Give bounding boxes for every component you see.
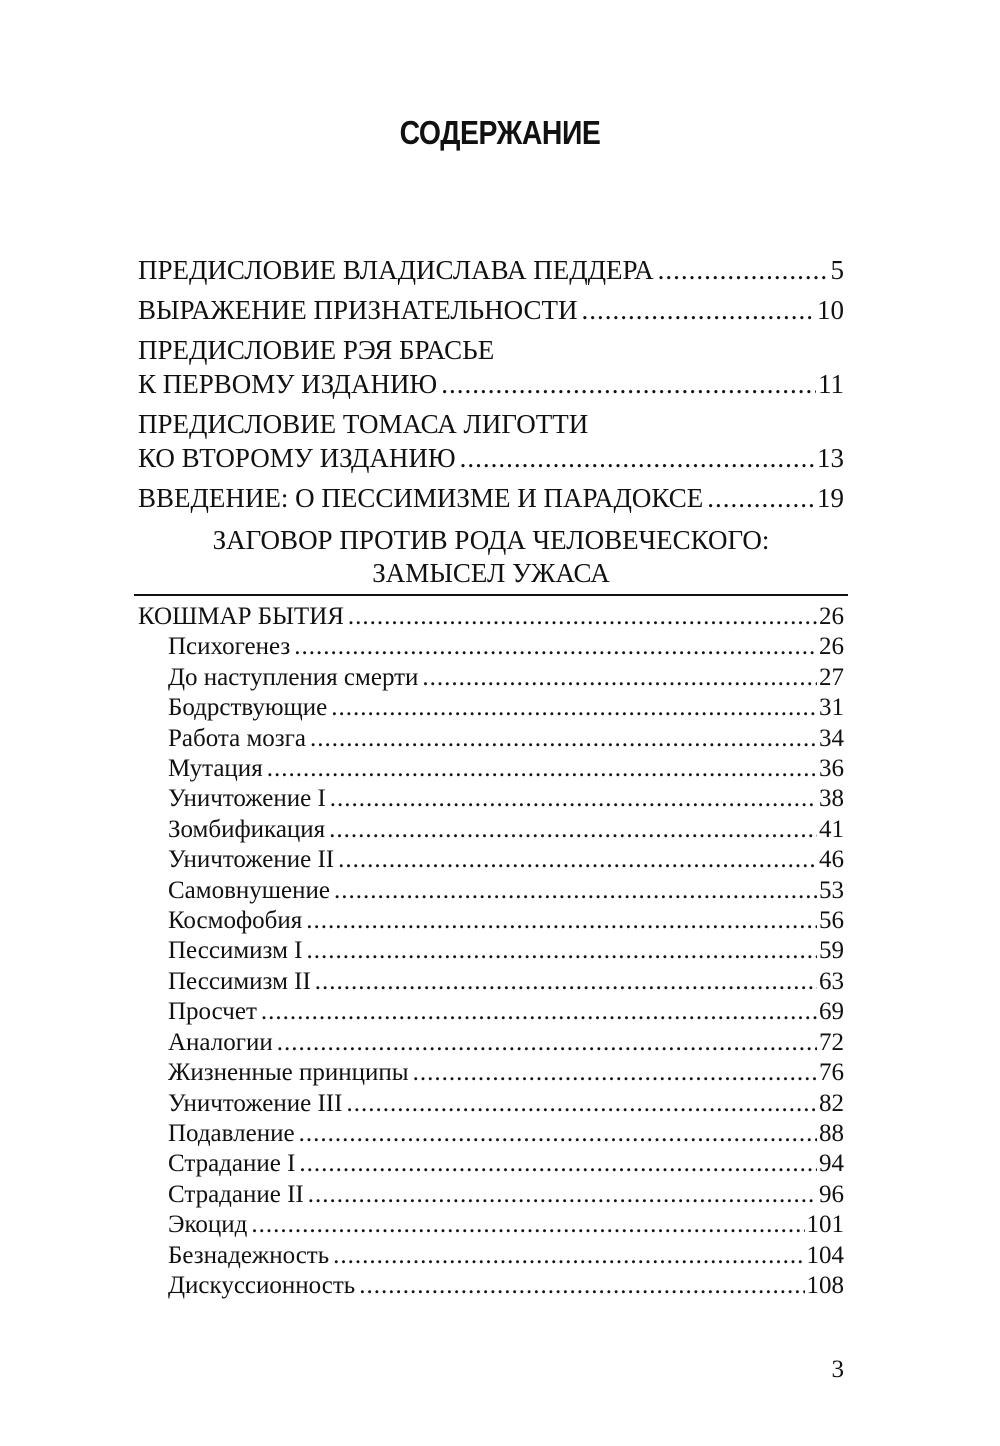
toc-entry-line <box>138 333 844 367</box>
section-page: 36 <box>819 755 844 783</box>
section-page: 76 <box>819 1059 844 1087</box>
dot-leader <box>348 602 817 632</box>
part-heading <box>138 524 844 590</box>
toc-entry[interactable] <box>138 333 844 401</box>
section-entry[interactable] <box>138 1149 844 1179</box>
toc-entry-title: ПРЕДИСЛОВИЕ РЭЯ БРАСЬЕ <box>138 335 495 365</box>
toc-entry-title: ВЫРАЖЕНИЕ ПРИЗНАТЕЛЬНОСТИ <box>138 295 578 325</box>
section-page: 41 <box>819 815 844 843</box>
section-page: 63 <box>819 967 844 995</box>
section-entry[interactable] <box>138 1210 844 1240</box>
section-title: Самовнушение <box>168 876 330 904</box>
chapter-title: КОШМАР БЫТИЯ <box>138 603 344 630</box>
section-page: 88 <box>819 1119 844 1147</box>
section-page: 96 <box>819 1180 844 1208</box>
section-page: 26 <box>819 633 844 661</box>
toc-entry-page: 10 <box>817 295 844 325</box>
toc-entry-title-continued: К ПЕРВОМУ ИЗДАНИЮ <box>138 369 438 399</box>
toc-entry-line <box>138 441 844 475</box>
section-title: Уничтожение III <box>168 1089 343 1117</box>
toc-entry-page: 19 <box>817 483 844 513</box>
dot-leader <box>267 754 817 784</box>
toc-entry[interactable] <box>138 253 844 287</box>
section-entry[interactable] <box>138 754 844 784</box>
section-title: Экоцид <box>168 1211 248 1239</box>
section-entry[interactable] <box>138 967 844 997</box>
dot-leader <box>261 997 817 1027</box>
toc-entry-title: ВВЕДЕНИЕ: О ПЕССИМИЗМЕ И ПАРАДОКСЕ <box>138 483 704 513</box>
toc-entry-page: 13 <box>817 443 844 473</box>
part-divider <box>134 594 848 596</box>
section-entry[interactable] <box>138 845 844 875</box>
section-title: Пессимизм I <box>168 937 303 965</box>
chapter-page: 26 <box>819 603 844 630</box>
section-title: Психогенез <box>168 633 291 661</box>
dot-leader <box>338 845 817 875</box>
section-title: Работа мозга <box>168 724 307 752</box>
dot-leader <box>299 1119 817 1149</box>
toc-entry-page: 5 <box>830 255 844 285</box>
part-heading-line: ЗАМЫСЕЛ УЖАСА <box>372 558 610 588</box>
toc-entry-page: 11 <box>818 369 844 399</box>
toc-entry-line <box>138 253 844 287</box>
dot-leader <box>277 1028 817 1058</box>
dot-leader <box>308 1180 817 1210</box>
section-title: Страдание I <box>168 1150 296 1178</box>
section-title: Зомбификация <box>168 815 326 843</box>
section-title: Страдание II <box>168 1180 304 1208</box>
section-title: Уничтожение II <box>168 846 335 874</box>
section-title: Просчет <box>168 998 257 1026</box>
page-number: 3 <box>831 1356 844 1383</box>
dot-leader <box>422 663 817 693</box>
section-entry[interactable] <box>138 663 844 693</box>
dot-leader <box>306 936 817 966</box>
part-heading-line: ЗАГОВОР ПРОТИВ РОДА ЧЕЛОВЕЧЕСКОГО: <box>212 525 770 555</box>
toc-entry-line <box>138 407 844 441</box>
section-page: 31 <box>819 694 844 722</box>
dot-leader <box>294 632 817 662</box>
dot-leader <box>330 784 817 814</box>
section-page: 46 <box>819 846 844 874</box>
toc-entry-line <box>138 293 844 327</box>
section-title: Пессимизм II <box>168 967 311 995</box>
dot-leader <box>334 876 817 906</box>
dot-leader <box>251 1210 804 1240</box>
section-entry[interactable] <box>138 1241 844 1271</box>
section-title: Подавление <box>168 1119 295 1147</box>
toc-entry-title: ПРЕДИСЛОВИЕ ТОМАСА ЛИГОТТИ <box>138 409 589 439</box>
section-page: 101 <box>806 1211 844 1239</box>
dot-leader <box>346 1089 817 1119</box>
section-page: 69 <box>819 998 844 1026</box>
dot-leader <box>658 253 829 287</box>
dot-leader <box>359 1271 804 1301</box>
dot-leader <box>333 1241 804 1271</box>
section-entry[interactable] <box>138 724 844 754</box>
section-title: Дискуссионность <box>168 1271 356 1299</box>
toc-entry-line <box>138 481 844 515</box>
section-entry[interactable] <box>138 876 844 906</box>
section-page: 59 <box>819 937 844 965</box>
section-page: 82 <box>819 1089 844 1117</box>
chapter-entry[interactable] <box>138 602 844 632</box>
toc-entry-title-continued: КО ВТОРОМУ ИЗДАНИЮ <box>138 443 456 473</box>
dot-leader <box>310 724 817 754</box>
section-title: До наступления смерти <box>168 663 419 691</box>
dot-leader <box>441 367 816 401</box>
section-page: 72 <box>819 1028 844 1056</box>
toc-front-matter <box>138 253 844 521</box>
section-entry[interactable] <box>138 632 844 662</box>
dot-leader <box>299 1149 817 1179</box>
section-entry[interactable] <box>138 1119 844 1149</box>
dot-leader <box>331 693 817 723</box>
section-page: 56 <box>819 907 844 935</box>
section-page: 34 <box>819 724 844 752</box>
section-page: 94 <box>819 1150 844 1178</box>
toc-chapter <box>138 602 844 1301</box>
section-entry[interactable] <box>138 997 844 1027</box>
dot-leader <box>329 815 817 845</box>
section-entry[interactable] <box>138 815 844 845</box>
dot-leader <box>581 293 815 327</box>
section-page: 27 <box>819 663 844 691</box>
dot-leader <box>413 1058 817 1088</box>
toc-entry[interactable] <box>138 481 844 515</box>
section-entry[interactable] <box>138 1180 844 1210</box>
dot-leader <box>707 481 815 515</box>
section-entry[interactable] <box>138 1089 844 1119</box>
toc-entry-title: ПРЕДИСЛОВИЕ ВЛАДИСЛАВА ПЕДДЕРА <box>138 255 654 285</box>
section-entry[interactable] <box>138 1271 844 1301</box>
section-title: Жизненные принципы <box>168 1059 409 1087</box>
section-entry[interactable] <box>138 1058 844 1088</box>
section-entry[interactable] <box>138 784 844 814</box>
section-title: Бодрствующие <box>168 694 328 722</box>
section-entry[interactable] <box>138 693 844 723</box>
section-title: Космофобия <box>168 907 303 935</box>
section-page: 108 <box>806 1271 844 1299</box>
toc-entry[interactable] <box>138 293 844 327</box>
dot-leader <box>306 906 817 936</box>
section-entry[interactable] <box>138 936 844 966</box>
section-title: Мутация <box>168 755 263 783</box>
section-entry[interactable] <box>138 906 844 936</box>
section-title: Аналогии <box>168 1028 273 1056</box>
toc-entry[interactable] <box>138 407 844 475</box>
dot-leader <box>315 967 817 997</box>
dot-leader <box>460 441 815 475</box>
section-entry[interactable] <box>138 1028 844 1058</box>
section-title: Безнадежность <box>168 1241 330 1269</box>
page-title: СОДЕРЖАНИЕ <box>399 114 601 152</box>
toc-entry-line <box>138 367 844 401</box>
section-title: Уничтожение I <box>168 785 326 813</box>
section-page: 104 <box>806 1241 844 1269</box>
section-page: 38 <box>819 785 844 813</box>
section-page: 53 <box>819 876 844 904</box>
